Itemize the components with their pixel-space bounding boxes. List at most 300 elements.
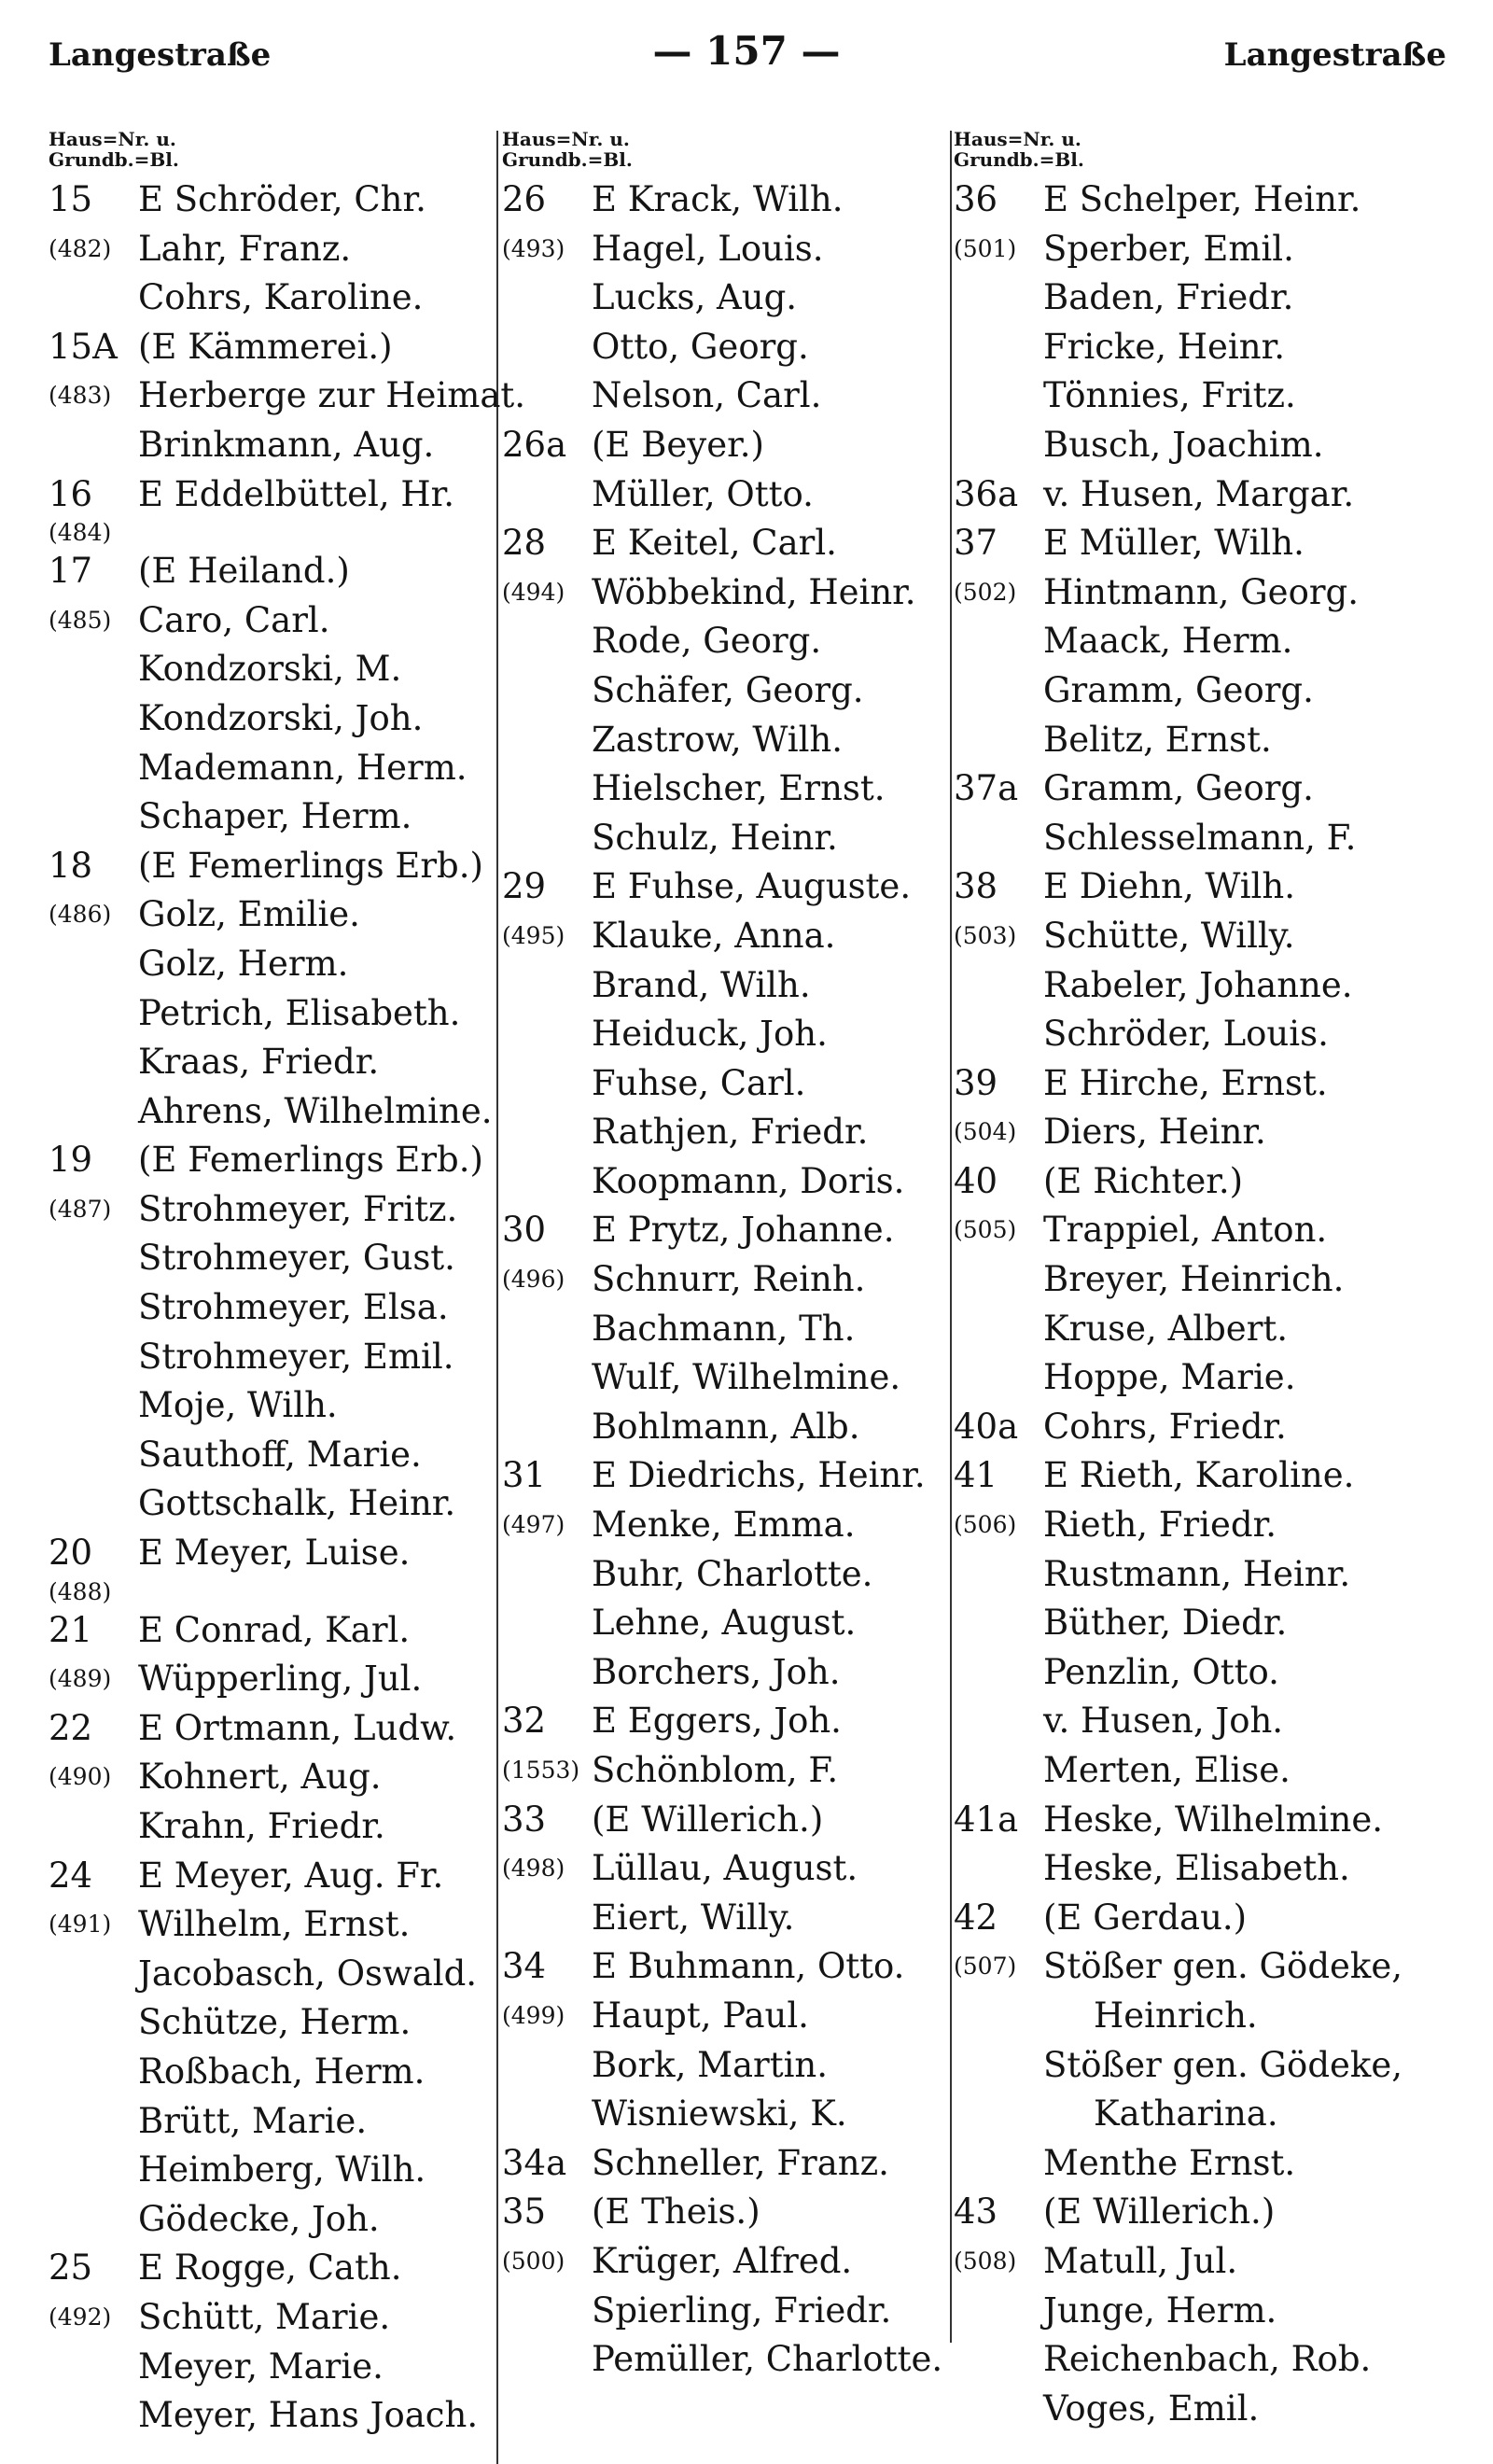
column-header-line: Haus=Nr. u. <box>49 128 176 150</box>
entry-line <box>954 2237 1448 2287</box>
entry-line <box>954 225 1448 274</box>
resident-name: Sauthoff, Marie. <box>138 1434 422 1475</box>
house-number: 17 <box>49 551 93 592</box>
entry-line <box>49 2097 496 2147</box>
resident-name: E Schelper, Heinr. <box>1043 179 1361 219</box>
resident-name: E Keitel, Carl. <box>592 523 837 564</box>
resident-name: Schütt, Marie. <box>138 2296 391 2337</box>
resident-name: Kondzorski, M. <box>138 649 402 690</box>
entry-line <box>502 1403 959 1452</box>
entry-line <box>954 1550 1448 1600</box>
grundbuch-number: (482) <box>49 234 112 262</box>
resident-name: Spierling, Friedr. <box>592 2289 892 2331</box>
resident-name: Bohlmann, Alb. <box>592 1406 860 1447</box>
resident-name: Gramm, Georg. <box>1043 768 1314 809</box>
grundbuch-number: (505) <box>954 1216 1017 1244</box>
house-number: 15A <box>49 326 118 367</box>
house-entry <box>49 1852 496 2245</box>
entry-line <box>49 1704 496 1754</box>
entry-line <box>502 1599 959 1648</box>
entry-line <box>502 716 959 765</box>
entry-line <box>49 1655 496 1704</box>
entry-line <box>502 2237 959 2287</box>
entry-line <box>954 716 1448 765</box>
resident-name: Heiduck, Joh. <box>592 1014 828 1055</box>
resident-name: E Ortmann, Ludw. <box>138 1707 457 1748</box>
resident-name: (E Kämmerei.) <box>138 326 393 367</box>
resident-name: Zastrow, Wilh. <box>592 719 844 760</box>
resident-name: (E Heiland.) <box>138 551 350 592</box>
house-entry <box>49 470 496 548</box>
house-entry <box>954 1451 1448 1795</box>
grundbuch-number: (483) <box>49 382 112 410</box>
resident-name: Gramm, Georg. <box>1043 669 1314 710</box>
resident-name: Brinkmann, Aug. <box>138 424 435 465</box>
resident-name: Wüpperling, Jul. <box>138 1659 423 1700</box>
resident-name: Maack, Herm. <box>1043 621 1293 662</box>
entry-line <box>954 814 1448 863</box>
resident-name: Kruse, Albert. <box>1043 1308 1289 1349</box>
house-number: 36a <box>954 473 1019 514</box>
house-number: 31 <box>502 1455 547 1496</box>
entry-line <box>502 1501 959 1550</box>
resident-name: Cohrs, Friedr. <box>1043 1406 1287 1447</box>
resident-name: E Rieth, Karoline. <box>1043 1455 1355 1496</box>
house-number: 30 <box>502 1210 547 1251</box>
column-header-line: Haus=Nr. u. <box>954 128 1081 150</box>
resident-name: Klauke, Anna. <box>592 915 836 956</box>
house-number: 26a <box>502 424 567 465</box>
resident-name: E Hirche, Ernst. <box>1043 1062 1328 1103</box>
entry-line <box>502 1992 959 2041</box>
entry-line <box>954 371 1448 421</box>
entry-line <box>502 1206 959 1255</box>
resident-name: E Rogge, Cath. <box>138 2247 402 2289</box>
resident-name: Rode, Georg. <box>592 621 822 662</box>
entry-line <box>502 1648 959 1698</box>
entry-line <box>49 1136 496 1185</box>
grundbuch-number: (492) <box>49 2303 112 2331</box>
entry-line <box>502 1942 959 1992</box>
resident-name: Gödecke, Joh. <box>138 2198 380 2239</box>
entry-line <box>502 568 959 618</box>
resident-name: Schütte, Willy. <box>1043 915 1295 956</box>
resident-name: Schulz, Heinr. <box>592 817 838 858</box>
entry-line <box>49 175 496 225</box>
entry-line <box>502 666 959 716</box>
house-entry <box>502 175 959 421</box>
resident-name: Belitz, Ernst. <box>1043 719 1272 760</box>
house-number: 16 <box>49 473 93 514</box>
resident-name: v. Husen, Margar. <box>1043 473 1355 514</box>
house-entry <box>502 1942 959 2138</box>
column-header <box>502 129 959 175</box>
resident-name: E Fuhse, Auguste. <box>592 866 912 907</box>
running-head-left: Langestraße <box>49 36 272 74</box>
entry-line <box>954 1255 1448 1305</box>
entry-line <box>954 568 1448 618</box>
entry-line <box>49 940 496 989</box>
resident-name: Müller, Otto. <box>592 473 814 514</box>
resident-name: Büther, Diedr. <box>1043 1603 1288 1644</box>
entry-line <box>954 2090 1448 2139</box>
entry-line <box>502 323 959 372</box>
grundbuch-number: (503) <box>954 921 1017 949</box>
entry-line <box>502 1059 959 1109</box>
house-entry <box>954 764 1448 862</box>
resident-name: Strohmeyer, Fritz. <box>138 1188 458 1229</box>
grundbuch-number: (490) <box>49 1763 112 1791</box>
resident-name: (E Beyer.) <box>592 424 764 465</box>
column-2 <box>502 129 959 2385</box>
resident-name: Herberge zur Heimat. <box>138 375 526 416</box>
resident-name: Trappiel, Anton. <box>1043 1210 1328 1251</box>
resident-name: Cohrs, Karoline. <box>138 277 424 318</box>
entry-line <box>49 989 496 1039</box>
entry-line <box>502 1894 959 1943</box>
house-entry <box>954 862 1448 1058</box>
entry-line <box>954 1010 1448 1059</box>
entry-line <box>502 912 959 961</box>
resident-name: Borchers, Joh. <box>592 1651 841 1692</box>
resident-name: Schneller, Franz. <box>592 2142 889 2183</box>
entry-line <box>502 1451 959 1501</box>
entry-line <box>502 1255 959 1305</box>
resident-name: Mademann, Herm. <box>138 747 467 788</box>
grundbuch-number: (501) <box>954 234 1017 262</box>
entry-line <box>502 519 959 568</box>
entry-line <box>502 1108 959 1157</box>
resident-name: Schäfer, Georg. <box>592 669 864 710</box>
grundbuch-number: (485) <box>49 606 112 634</box>
house-number: 18 <box>49 845 93 886</box>
house-entry <box>49 1136 496 1529</box>
house-number: 28 <box>502 523 547 564</box>
entry-line <box>49 547 496 596</box>
grundbuch-number: (487) <box>49 1195 112 1223</box>
house-number: 40a <box>954 1406 1019 1447</box>
entry-line <box>954 519 1448 568</box>
page-number: — 157 — <box>652 28 841 74</box>
resident-name: Busch, Joachim. <box>1043 424 1324 465</box>
grundbuch-number: (508) <box>954 2247 1017 2275</box>
resident-name: Rieth, Friedr. <box>1043 1505 1277 1546</box>
entry-line <box>502 371 959 421</box>
entry-line <box>49 1900 496 1950</box>
running-head-right: Langestraße <box>1223 36 1446 74</box>
resident-name: Schönblom, F. <box>592 1750 839 1790</box>
house-number: 35 <box>502 2191 547 2233</box>
resident-name: Lehne, August. <box>592 1603 857 1644</box>
entry-line <box>502 1697 959 1746</box>
resident-name: (E Willerich.) <box>592 1799 824 1840</box>
entry-line <box>954 1305 1448 1354</box>
entry-line <box>954 1206 1448 1255</box>
house-entry <box>954 1157 1448 1403</box>
resident-name: Hagel, Louis. <box>592 228 824 269</box>
resident-name: E Meyer, Luise. <box>138 1533 411 1574</box>
entry-line <box>954 421 1448 470</box>
resident-name: (E Theis.) <box>592 2191 760 2233</box>
resident-name: Menthe Ernst. <box>1043 2142 1296 2183</box>
entry-line <box>954 617 1448 666</box>
entry-line <box>49 2244 496 2293</box>
house-entry <box>49 2244 496 2440</box>
resident-name: Heske, Elisabeth. <box>1043 1848 1350 1889</box>
house-number: 41a <box>954 1799 1019 1840</box>
resident-name: Eiert, Willy. <box>592 1897 795 1938</box>
house-number: 20 <box>49 1533 93 1574</box>
house-entry <box>49 842 496 1137</box>
entry-line <box>502 1796 959 1845</box>
house-entry <box>49 1704 496 1852</box>
house-number: 43 <box>954 2191 998 2233</box>
grundbuch-number: (1553) <box>502 1757 580 1784</box>
resident-name: E Müller, Wilh. <box>1043 523 1305 564</box>
entry-line <box>954 1796 1448 1845</box>
house-number: 39 <box>954 1062 998 1103</box>
house-entry <box>954 1894 1448 2189</box>
resident-name: Heske, Wilhelmine. <box>1043 1799 1384 1840</box>
entry-line <box>502 814 959 863</box>
grundbuch-number: (507) <box>954 1953 1017 1981</box>
column-header <box>49 129 496 175</box>
entry-line <box>49 1234 496 1283</box>
house-entry <box>954 1796 1448 1894</box>
entry-line <box>954 2041 1448 2091</box>
resident-name: Lucks, Aug. <box>592 277 798 318</box>
house-entry <box>954 2188 1448 2433</box>
resident-name: Tönnies, Fritz. <box>1043 375 1296 416</box>
entry-line <box>954 323 1448 372</box>
resident-name: Petrich, Elisabeth. <box>138 992 461 1033</box>
entry-line <box>49 792 496 842</box>
entry-line <box>49 596 496 646</box>
entry-line <box>49 645 496 694</box>
resident-name: Fuhse, Carl. <box>592 1062 806 1103</box>
house-entry <box>49 323 526 470</box>
house-number: 37 <box>954 523 998 564</box>
column-3 <box>954 129 1448 2433</box>
entry-line <box>954 2335 1448 2385</box>
resident-name: E Eddelbüttel, Hr. <box>138 473 455 514</box>
resident-name: Jacobasch, Oswald. <box>138 1953 478 1994</box>
entry-line <box>49 421 496 470</box>
house-number: 19 <box>49 1140 93 1181</box>
resident-name: v. Husen, Joh. <box>1043 1701 1284 1742</box>
resident-name: Brand, Wilh. <box>592 964 811 1005</box>
entry-line <box>49 744 496 793</box>
resident-name: E Conrad, Karl. <box>138 1609 411 1650</box>
resident-name: Otto, Georg. <box>592 326 809 367</box>
house-number: 21 <box>49 1609 93 1650</box>
grundbuch-number: (491) <box>49 1911 112 1939</box>
resident-name: Penzlin, Otto. <box>1043 1651 1279 1692</box>
resident-name: Hintmann, Georg. <box>1043 571 1359 612</box>
entry-line <box>502 470 959 520</box>
entry-line <box>49 2391 496 2441</box>
resident-name: Gottschalk, Heinr. <box>138 1483 456 1524</box>
entry-line <box>954 1059 1448 1109</box>
column-header-line: Grundb.=Bl. <box>954 148 1084 171</box>
entry-line <box>49 1753 496 1802</box>
entry-line <box>502 2335 959 2385</box>
house-entry <box>502 2139 959 2189</box>
house-entry <box>502 1697 959 1795</box>
grundbuch-number: (494) <box>502 578 565 606</box>
grundbuch-number: (499) <box>502 2001 565 2029</box>
resident-name: Lahr, Franz. <box>138 228 352 269</box>
entry-line <box>954 1108 1448 1157</box>
resident-name: Baden, Friedr. <box>1043 277 1294 318</box>
grundbuch-number: (502) <box>954 578 1017 606</box>
entry-line <box>49 1998 496 2048</box>
house-entry <box>49 547 496 842</box>
entry-line <box>49 1606 496 1656</box>
resident-name: Schaper, Herm. <box>138 796 412 837</box>
entry-line <box>502 764 959 814</box>
resident-name: (E Femerlings Erb.) <box>138 845 483 886</box>
resident-name: Hoppe, Marie. <box>1043 1357 1296 1398</box>
entry-line <box>502 961 959 1011</box>
column-header <box>954 129 1448 175</box>
entry-line <box>502 1010 959 1059</box>
entry-line <box>954 175 1448 225</box>
entry-line <box>502 2041 959 2091</box>
entry-line <box>502 273 959 323</box>
resident-name: E Diedrichs, Heinr. <box>592 1455 926 1496</box>
grundbuch-number: (504) <box>954 1118 1017 1146</box>
resident-name: Schütze, Herm. <box>138 2002 412 2043</box>
resident-name: Schnurr, Reinh. <box>592 1259 866 1300</box>
resident-name: Breyer, Heinrich. <box>1043 1259 1345 1300</box>
resident-name: Katharina. <box>1094 2093 1278 2135</box>
house-entry <box>49 175 496 323</box>
entry-line <box>49 842 496 891</box>
resident-name: Nelson, Carl. <box>592 375 822 416</box>
resident-name: Reichenbach, Rob. <box>1043 2339 1372 2380</box>
resident-name: Strohmeyer, Elsa. <box>138 1287 449 1328</box>
entry-line <box>502 175 959 225</box>
resident-name: E Buhmann, Otto. <box>592 1946 905 1987</box>
resident-name: Krahn, Friedr. <box>138 1806 385 1846</box>
house-entry <box>502 862 959 1206</box>
entry-line <box>49 890 496 940</box>
entry-line <box>502 1746 959 1796</box>
resident-name: Meyer, Hans Joach. <box>138 2395 479 2436</box>
entry-line <box>954 862 1448 912</box>
column-header-line: Grundb.=Bl. <box>502 148 633 171</box>
house-number: 25 <box>49 2247 93 2289</box>
entry-line <box>502 1157 959 1207</box>
entry-line <box>954 961 1448 1011</box>
entry-line <box>954 1599 1448 1648</box>
entry-line <box>954 1697 1448 1746</box>
resident-name: (E Femerlings Erb.) <box>138 1140 483 1181</box>
resident-name: Junge, Herm. <box>1043 2289 1277 2331</box>
resident-name: Meyer, Marie. <box>138 2345 384 2387</box>
house-number: 34a <box>502 2142 567 2183</box>
entry-line <box>954 1894 1448 1943</box>
resident-name: Golz, Emilie. <box>138 894 360 935</box>
entry-line <box>502 2188 959 2237</box>
house-entry <box>502 1796 959 1943</box>
house-number: 29 <box>502 866 547 907</box>
house-number: 42 <box>954 1897 998 1938</box>
resident-name: Rabeler, Johanne. <box>1043 964 1353 1005</box>
house-entry <box>502 519 959 862</box>
entry-line <box>49 1479 496 1529</box>
resident-name: Matull, Jul. <box>1043 2240 1238 2281</box>
entry-line <box>502 421 959 470</box>
entry-line <box>954 1942 1448 1992</box>
resident-name: Wulf, Wilhelmine. <box>592 1357 901 1398</box>
entry-line <box>502 1550 959 1600</box>
resident-name: Sperber, Emil. <box>1043 228 1294 269</box>
resident-name: Strohmeyer, Gust. <box>138 1238 455 1279</box>
entry-line <box>49 1087 496 1137</box>
resident-name: Rathjen, Friedr. <box>592 1112 869 1153</box>
house-number: 24 <box>49 1855 93 1896</box>
resident-name: E Eggers, Joh. <box>592 1701 842 1742</box>
resident-name: Stößer gen. Gödeke, <box>1043 1946 1402 1987</box>
house-number: 22 <box>49 1707 93 1748</box>
resident-name: Bachmann, Th. <box>592 1308 856 1349</box>
column-rule <box>496 131 498 2464</box>
entry-line <box>502 2287 959 2336</box>
resident-name: Ahrens, Wilhelmine. <box>138 1090 493 1131</box>
grundbuch-number: (500) <box>502 2247 565 2275</box>
entry-line <box>954 470 1448 520</box>
house-number: 41 <box>954 1455 998 1496</box>
entry-line <box>502 2139 959 2189</box>
grundbuch-number: (484) <box>49 519 112 547</box>
resident-name: Wöbbekind, Heinr. <box>592 571 916 612</box>
entry-line <box>954 2385 1448 2434</box>
entry-line <box>954 273 1448 323</box>
resident-name: Roßbach, Herm. <box>138 2051 426 2092</box>
house-entry <box>954 1059 1448 1157</box>
entry-line <box>502 225 959 274</box>
entry-line <box>49 1950 496 1999</box>
resident-name: (E Willerich.) <box>1043 2191 1276 2233</box>
house-entry <box>49 1606 496 1704</box>
house-entry <box>502 2188 959 2384</box>
resident-name: Menke, Emma. <box>592 1505 856 1546</box>
entry-line <box>49 225 496 274</box>
entry-line <box>49 1578 496 1606</box>
resident-name: Stößer gen. Gödeke, <box>1043 2044 1402 2085</box>
entry-line <box>954 1157 1448 1207</box>
entry-line <box>49 2343 496 2392</box>
entry-line <box>49 1381 496 1431</box>
resident-name: Haupt, Paul. <box>592 1995 809 2036</box>
house-number: 15 <box>49 179 93 219</box>
entry-line <box>954 1746 1448 1796</box>
resident-name: Heimberg, Wilh. <box>138 2149 426 2191</box>
entry-line <box>954 2188 1448 2237</box>
entry-line <box>954 1844 1448 1894</box>
entry-line <box>954 2287 1448 2336</box>
entry-line <box>49 1802 496 1852</box>
resident-name: Voges, Emil. <box>1043 2387 1260 2429</box>
entry-line <box>49 470 496 520</box>
entry-line <box>954 1451 1448 1501</box>
entry-line <box>502 1305 959 1354</box>
entry-line <box>954 1501 1448 1550</box>
column-header-line: Haus=Nr. u. <box>502 128 630 150</box>
grundbuch-number: (488) <box>49 1577 112 1605</box>
